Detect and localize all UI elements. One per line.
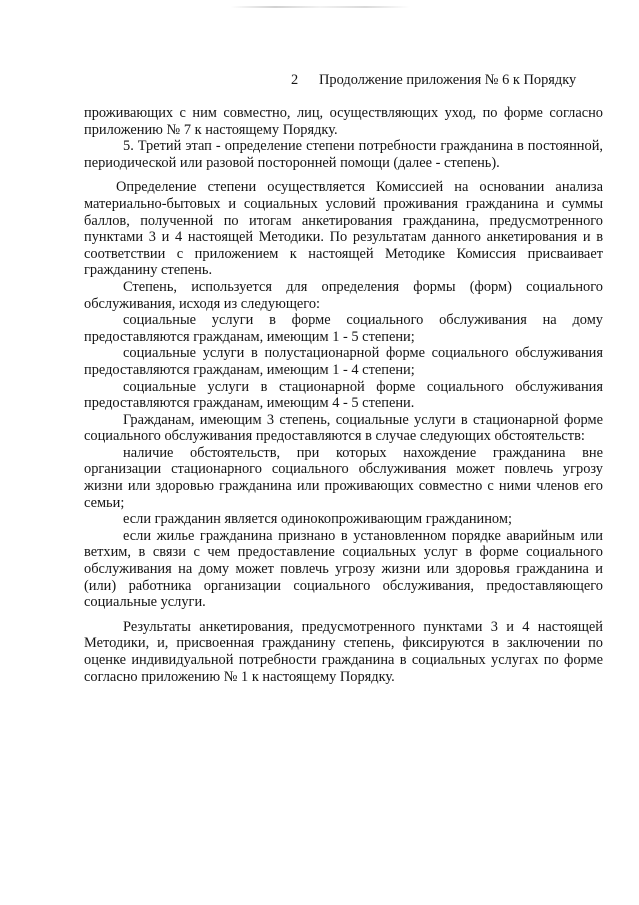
scan-artifact: [230, 6, 410, 8]
list-item-semi-stationary: социальные услуги в полустационарной форме социального обслуживания предоставляются гражданам, имеющим 1 - 4 степени;: [84, 345, 603, 378]
paragraph-degree-usage: Степень, используется для определения формы (форм) социального обслуживания, исходя из следующего:: [84, 278, 603, 312]
paragraph-stage-5: 5. Третий этап - определение степени потребности гражданина в постоянной, периодической или разовой посторонней помощи (далее - степень).: [84, 138, 603, 171]
page-header: [291, 71, 601, 89]
paragraph-continuation: проживающих с ним совместно, лиц, осуществляющих уход, по форме согласно приложению № 7 к настоящему Порядку.: [84, 105, 603, 138]
page-number: 2: [291, 72, 299, 88]
appendix-title: Продолжение приложения № 6 к Порядку: [319, 72, 577, 88]
list-item-emergency-housing: если жилье гражданина признано в установленном порядке аварийным или ветхим, в связи с чем предоставление социальных услуг в форме социального обслуживания на дому может повлечь угрозу жизни или здоровья гражданина и (или) работника организации социального обслуживания, предоставляющего социальные услуги.: [84, 527, 603, 611]
paragraph-degree-3: Гражданам, имеющим 3 степень, социальные услуги в стационарной форме социального обслуживания предоставляются в случае следующих обстоятельств:: [84, 411, 603, 445]
list-item-circumstances-threat: наличие обстоятельств, при которых нахождение гражданина вне организации стационарного социального обслуживания может повлечь угрозу жизни или здоровью гражданина или проживающих совместно с ними членов его семьи;: [84, 444, 603, 511]
list-item-home-service: социальные услуги в форме социального обслуживания на дому предоставляются гражданам, имеющим 1 - 5 степени;: [84, 312, 603, 345]
list-item-stationary: социальные услуги в стационарной форме социального обслуживания предоставляются гражданам, имеющим 4 - 5 степени.: [84, 378, 603, 412]
paragraph-results: Результаты анкетирования, предусмотренного пунктами 3 и 4 настоящей Методики, и, присвоенная гражданину степень, фиксируются в заключении по оценке индивидуальной потребности гражданина в социальных услугах по форме согласно приложению № 1 к настоящему Порядку.: [84, 618, 603, 685]
paragraph-degree-definition: Определение степени осуществляется Комиссией на основании анализа материально-бытовых и социальных условий проживания гражданина и суммы баллов, полученной по итогам анкетирования гражданина, предусмотренного пунктами 3 и 4 настоящей Методики. По результатам данного анкетирования и в соответствии с приложением к настоящей Методике Комиссия присваивает гражданину степень.: [84, 179, 603, 279]
list-item-single-living: если гражданин является одинокопроживающим гражданином;: [123, 511, 512, 528]
document-body: [84, 105, 603, 685]
